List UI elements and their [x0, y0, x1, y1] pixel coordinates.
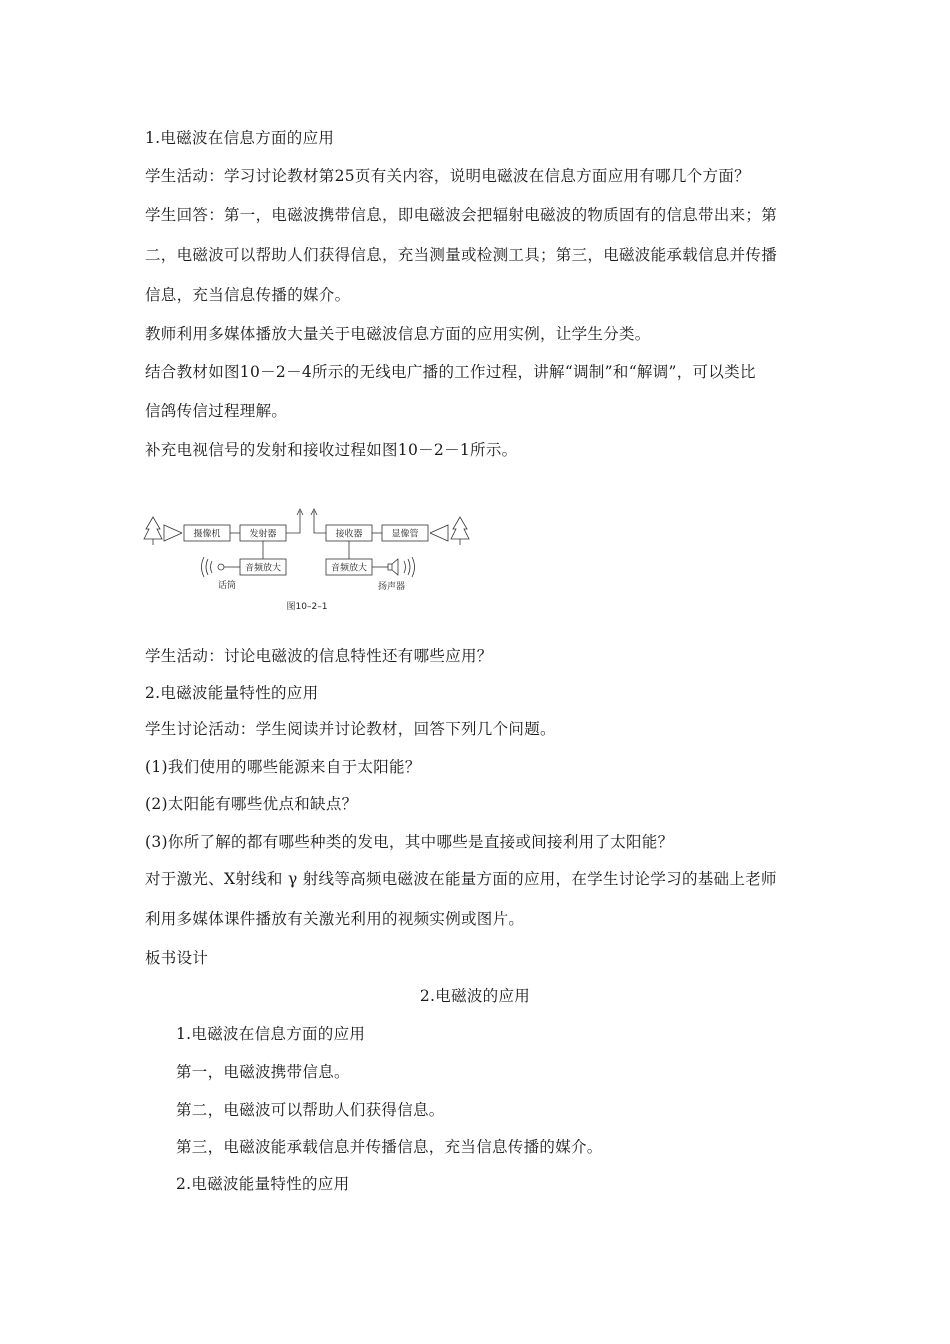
figure-caption: 图10–2–1	[286, 602, 328, 612]
board-item-1: 1.电磁波在信息方面的应用	[176, 1025, 366, 1043]
question-3: (3)你所了解的都有哪些种类的发电，其中哪些是直接或间接利用了太阳能？	[145, 833, 674, 851]
laser-text-line-2: 利用多媒体课件播放有关激光利用的视频实例或图片。	[145, 910, 525, 928]
board-design-label: 板书设计	[145, 949, 209, 967]
section1-heading: 1.电磁波在信息方面的应用	[145, 129, 335, 147]
microphone-icon	[202, 557, 225, 577]
audio-amp-right-label: 音频放大	[330, 563, 368, 574]
receive-antenna	[314, 511, 326, 533]
student-activity-text: 学生活动：学习讨论教材第25页有关内容，说明电磁波在信息方面应用有哪几个方面？	[145, 167, 750, 185]
picture-tube-label: 显像管	[391, 529, 419, 540]
student-answer-line-2: 二，电磁波可以帮助人们获得信息，充当测量或检测工具；第三，电磁波能承载信息并传播	[145, 246, 778, 264]
receiver-label: 接收器	[335, 529, 363, 540]
laser-text-line-1: 对于激光、X射线和 γ 射线等高频电磁波在能量方面的应用，在学生讨论学习的基础上老师	[145, 870, 777, 888]
section2-heading: 2.电磁波能量特性的应用	[145, 684, 319, 702]
audio-amp-left-label: 音频放大	[244, 563, 282, 574]
board-item-1c: 第三，电磁波能承载信息并传播信息，充当信息传播的媒介。	[176, 1138, 603, 1156]
board-item-1a: 第一，电磁波携带信息。	[176, 1063, 350, 1081]
transmit-antenna	[286, 511, 300, 533]
board-title: 2.电磁波的应用	[419, 987, 531, 1005]
question-1: (1)我们使用的哪些能源来自于太阳能？	[145, 758, 421, 776]
tree-right-icon	[451, 517, 469, 545]
question-2: (2)太阳能有哪些优点和缺点？	[145, 795, 358, 813]
cone-left-icon	[164, 525, 182, 541]
camera-label: 摄像机	[193, 529, 221, 540]
combine-text-line-2: 信鸽传信过程理解。	[145, 402, 288, 420]
discussion-text: 学生讨论活动：学生阅读并讨论教材，回答下列几个问题。	[145, 720, 556, 738]
supplement-text: 补充电视信号的发射和接收过程如图10－2－1所示。	[145, 441, 518, 459]
student-answer-line-1: 学生回答：第一，电磁波携带信息，即电磁波会把辐射电磁波的物质固有的信息带出来；第	[145, 206, 778, 224]
tree-left-icon	[144, 517, 162, 545]
activity-question: 学生活动：讨论电磁波的信息特性还有哪些应用？	[145, 647, 493, 665]
teacher-activity-text: 教师利用多媒体播放大量关于电磁波信息方面的应用实例，让学生分类。	[145, 325, 651, 343]
speaker-label: 扬声器	[378, 582, 406, 592]
tv-signal-diagram	[142, 505, 472, 615]
transmitter-label: 发射器	[249, 529, 277, 540]
microphone-label: 话筒	[218, 581, 237, 591]
board-item-1b: 第二，电磁波可以帮助人们获得信息。	[176, 1101, 445, 1119]
speaker-icon	[388, 557, 415, 577]
cone-right-icon	[430, 525, 448, 541]
board-item-2: 2.电磁波能量特性的应用	[176, 1175, 350, 1193]
combine-text-line-1: 结合教材如图10－2－4所示的无线电广播的工作过程，讲解“调制”和“解调”，可以类比	[145, 363, 756, 381]
student-answer-line-3: 信息，充当信息传播的媒介。	[145, 286, 351, 304]
